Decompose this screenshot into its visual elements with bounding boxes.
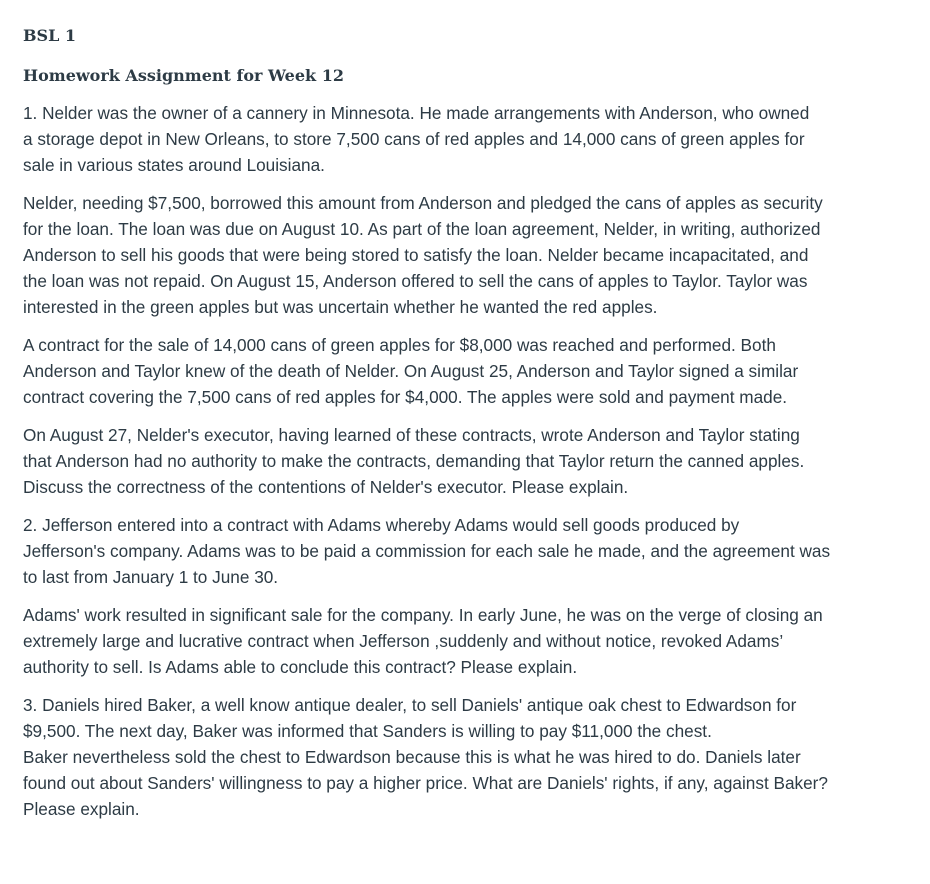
question-2-revocation-paragraph: Adams' work resulted in significant sale for the company. In early June, he was on the verge of closing an extremely large and lucrative contract when Jefferson ,suddenly and without notice, revoked Adams’ authority to sell. Is Adams able to conclude this contract? Please explain.: [23, 605, 823, 677]
question-3-paragraph: 3. Daniels hired Baker, a well know antique dealer, to sell Daniels' antique oak chest to Edwardson for $9,500. The next day, Baker was informed that Sanders is willing to pay $11,000 the chest. Baker nevertheless sold the chest to Edwardson because this is what he was hired to do. Daniels later found out about Sanders' willingness to pay a higher price. What are Daniels' rights, if any, against Baker? Please explain.: [23, 695, 828, 819]
document-body: [23, 24, 903, 834]
question-1-paragraph: 1. Nelder was the owner of a cannery in Minnesota. He made arrangements with Anderson, who owned a storage depot in New Orleans, to store 7,500 cans of red apples and 14,000 cans of green apples for sale in various states around Louisiana.: [23, 103, 810, 175]
question-1-contract-paragraph: A contract for the sale of 14,000 cans of green apples for $8,000 was reached and performed. Both Anderson and Taylor knew of the death of Nelder. On August 25, Anderson and Taylor signed a similar contract covering the 7,500 cans of red apples for $4,000. The apples were sold and payment made.: [23, 335, 799, 407]
question-1-loan-paragraph: Nelder, needing $7,500, borrowed this amount from Anderson and pledged the cans of apples as security for the loan. The loan was due on August 10. As part of the loan agreement, Nelder, in writing, authorized Anderson to sell his goods that were being stored to satisfy the loan. Nelder became incapacitated, and the loan was not repaid. On August 15, Anderson offered to sell the cans of apples to Taylor. Taylor was interested in the green apples but was uncertain whether he wanted the red apples.: [23, 193, 823, 317]
question-2-paragraph: 2. Jefferson entered into a contract with Adams whereby Adams would sell goods produced by Jefferson's company. Adams was to be paid a commission for each sale he made, and the agreement was to last from January 1 to June 30.: [23, 515, 831, 587]
course-heading: BSL 1: [23, 26, 77, 45]
question-1-executor-paragraph: On August 27, Nelder's executor, having learned of these contracts, wrote Anderson and Taylor stating that Anderson had no authority to make the contracts, demanding that Taylor return the canned apples. Discuss the correctness of the contentions of Nelder's executor. Please explain.: [23, 425, 805, 497]
assignment-title: Homework Assignment for Week 12: [23, 66, 344, 85]
